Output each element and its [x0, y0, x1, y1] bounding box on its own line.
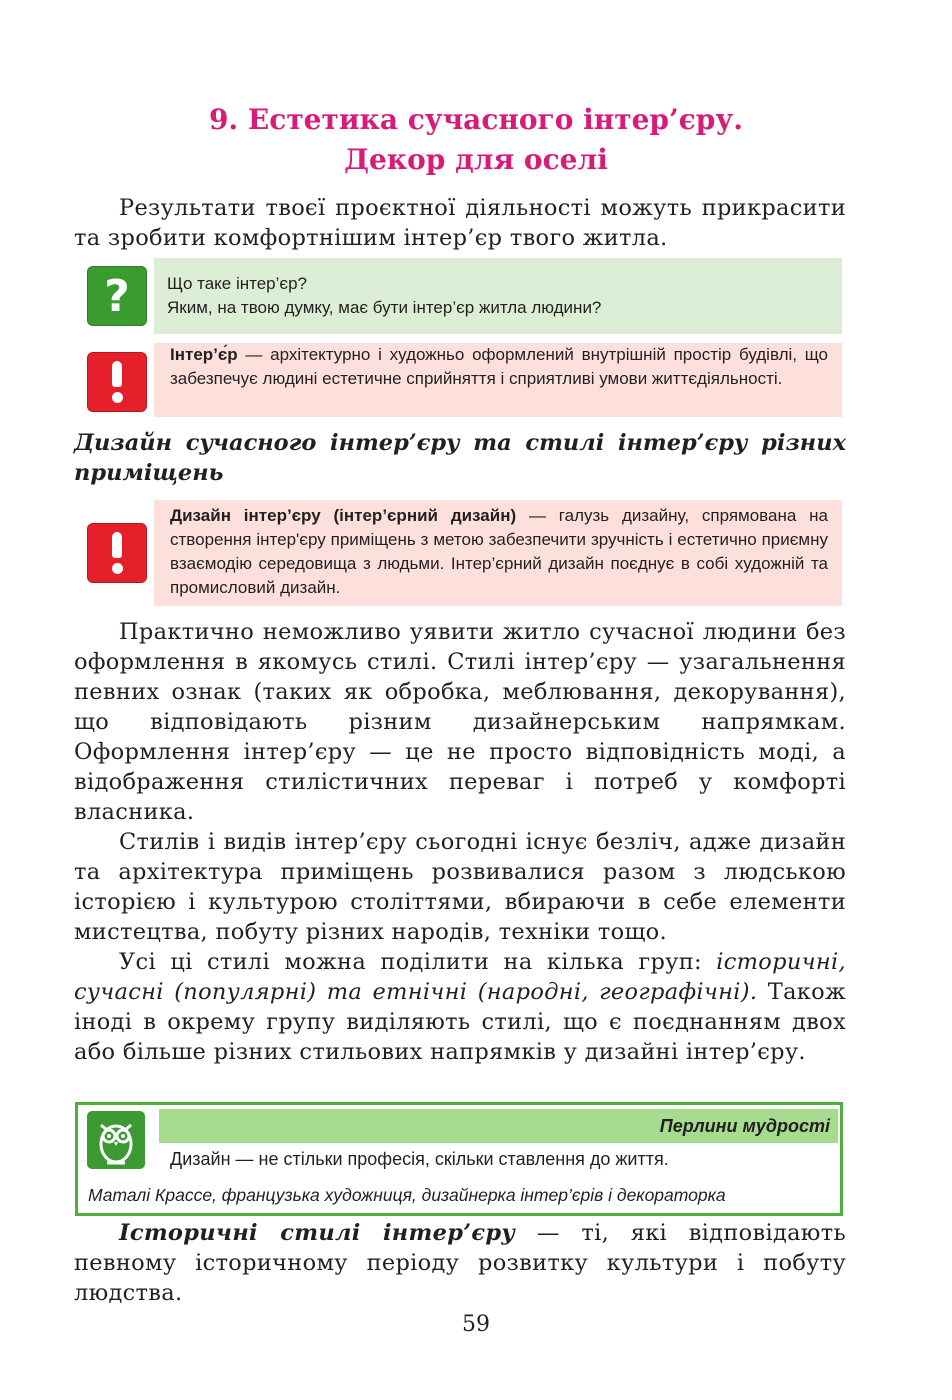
paragraph-style-groups [74, 947, 846, 1067]
paragraph-styles-intro: Практично неможливо уявити житло сучасної людини без оформлення в якомусь стилі. Стилі інтер’єру — узагальнення певних ознак (таких як обробка, меблювання, декорування), що відповідають різним дизайнерським напрямкам. Оформлення інтер’єру — це не просто відповідність моді, а відображення стилістичних переваг і потреб у комфорті власника. [74, 619, 846, 825]
wisdom-quote: Дизайн — не стільки професія, скільки ставлення до життя. [170, 1149, 669, 1169]
definition-box-interior [154, 343, 842, 417]
intro-paragraph: Результати твоєї проєктної діяльності можуть прикрасити та зробити комфортнішим інтер’єр твого житла. [74, 195, 846, 251]
question-line-1: Що таке інтер’єр? [167, 274, 308, 293]
page-title-line1: 9. Естетика сучасного інтер’єру. [208, 103, 744, 136]
groups-italic: історичні, сучасні (популярні) та етнічні (народні, географічні). [74, 949, 846, 1005]
owl-icon [87, 1111, 145, 1169]
definition-text: — галузь дизайну, спрямована на створення інтер'єру приміщень з метою забезпечити зручність і естетично приємну взаємодію середовища з людьми. Інтер’єрний дизайн поєднує в собі художній та промисловий дизайн. [170, 506, 828, 597]
definition-box-design [154, 500, 842, 606]
definition-text: — архітектурно і художньо оформлений внутрішній простір будівлі, що забезпечує людині естетичне сприйняття і сприятливі умови життєдіяльності. [170, 345, 828, 388]
exclamation-icon [87, 352, 147, 412]
question-box [154, 258, 842, 334]
definition-term: Дизайн інтер’єру (інтер’єрний дизайн) [170, 506, 517, 525]
wisdom-box [75, 1102, 843, 1216]
section-subheading: Дизайн сучасного інтер’єру та стилі інтер’єру різних приміщень [74, 430, 846, 486]
groups-start: Усі ці стилі можна поділити на кілька груп: [119, 949, 717, 975]
paragraph-historical-styles [74, 1218, 846, 1308]
page-title-line2: Декор для оселі [344, 143, 608, 176]
wisdom-heading: Перлини мудрості [159, 1109, 838, 1143]
page-number: 59 [462, 1312, 490, 1337]
question-mark-icon: ? [87, 266, 147, 326]
definition-term: Інтер’є́р [170, 345, 238, 364]
exclamation-icon [87, 523, 147, 583]
groups-end: Також іноді в окрему групу виділяють стилі, що є поєднанням двох або більше різних стильових напрямків у дизайні інтер’єру. [74, 979, 846, 1065]
question-line-2: Яким, на твою думку, має бути інтер’єр житла людини? [167, 298, 602, 317]
paragraph-styles-variety: Стилів і видів інтер’єру сьогодні існує безліч, адже дизайн та архітектура приміщень розвивалися разом з людською історією і культурою століттями, вбираючи в себе елементи мистецтва, побуту різних народів, техніки тощо. [74, 829, 846, 945]
historical-term: Історичні стилі інтер’єру [119, 1220, 516, 1246]
wisdom-author: Маталі Крассе, французька художниця, дизайнерка інтер’єрів і декораторка [88, 1185, 726, 1205]
historical-text: — ті, які відповідають певному історичному періоду розвитку культури і побуту людства. [74, 1220, 846, 1306]
